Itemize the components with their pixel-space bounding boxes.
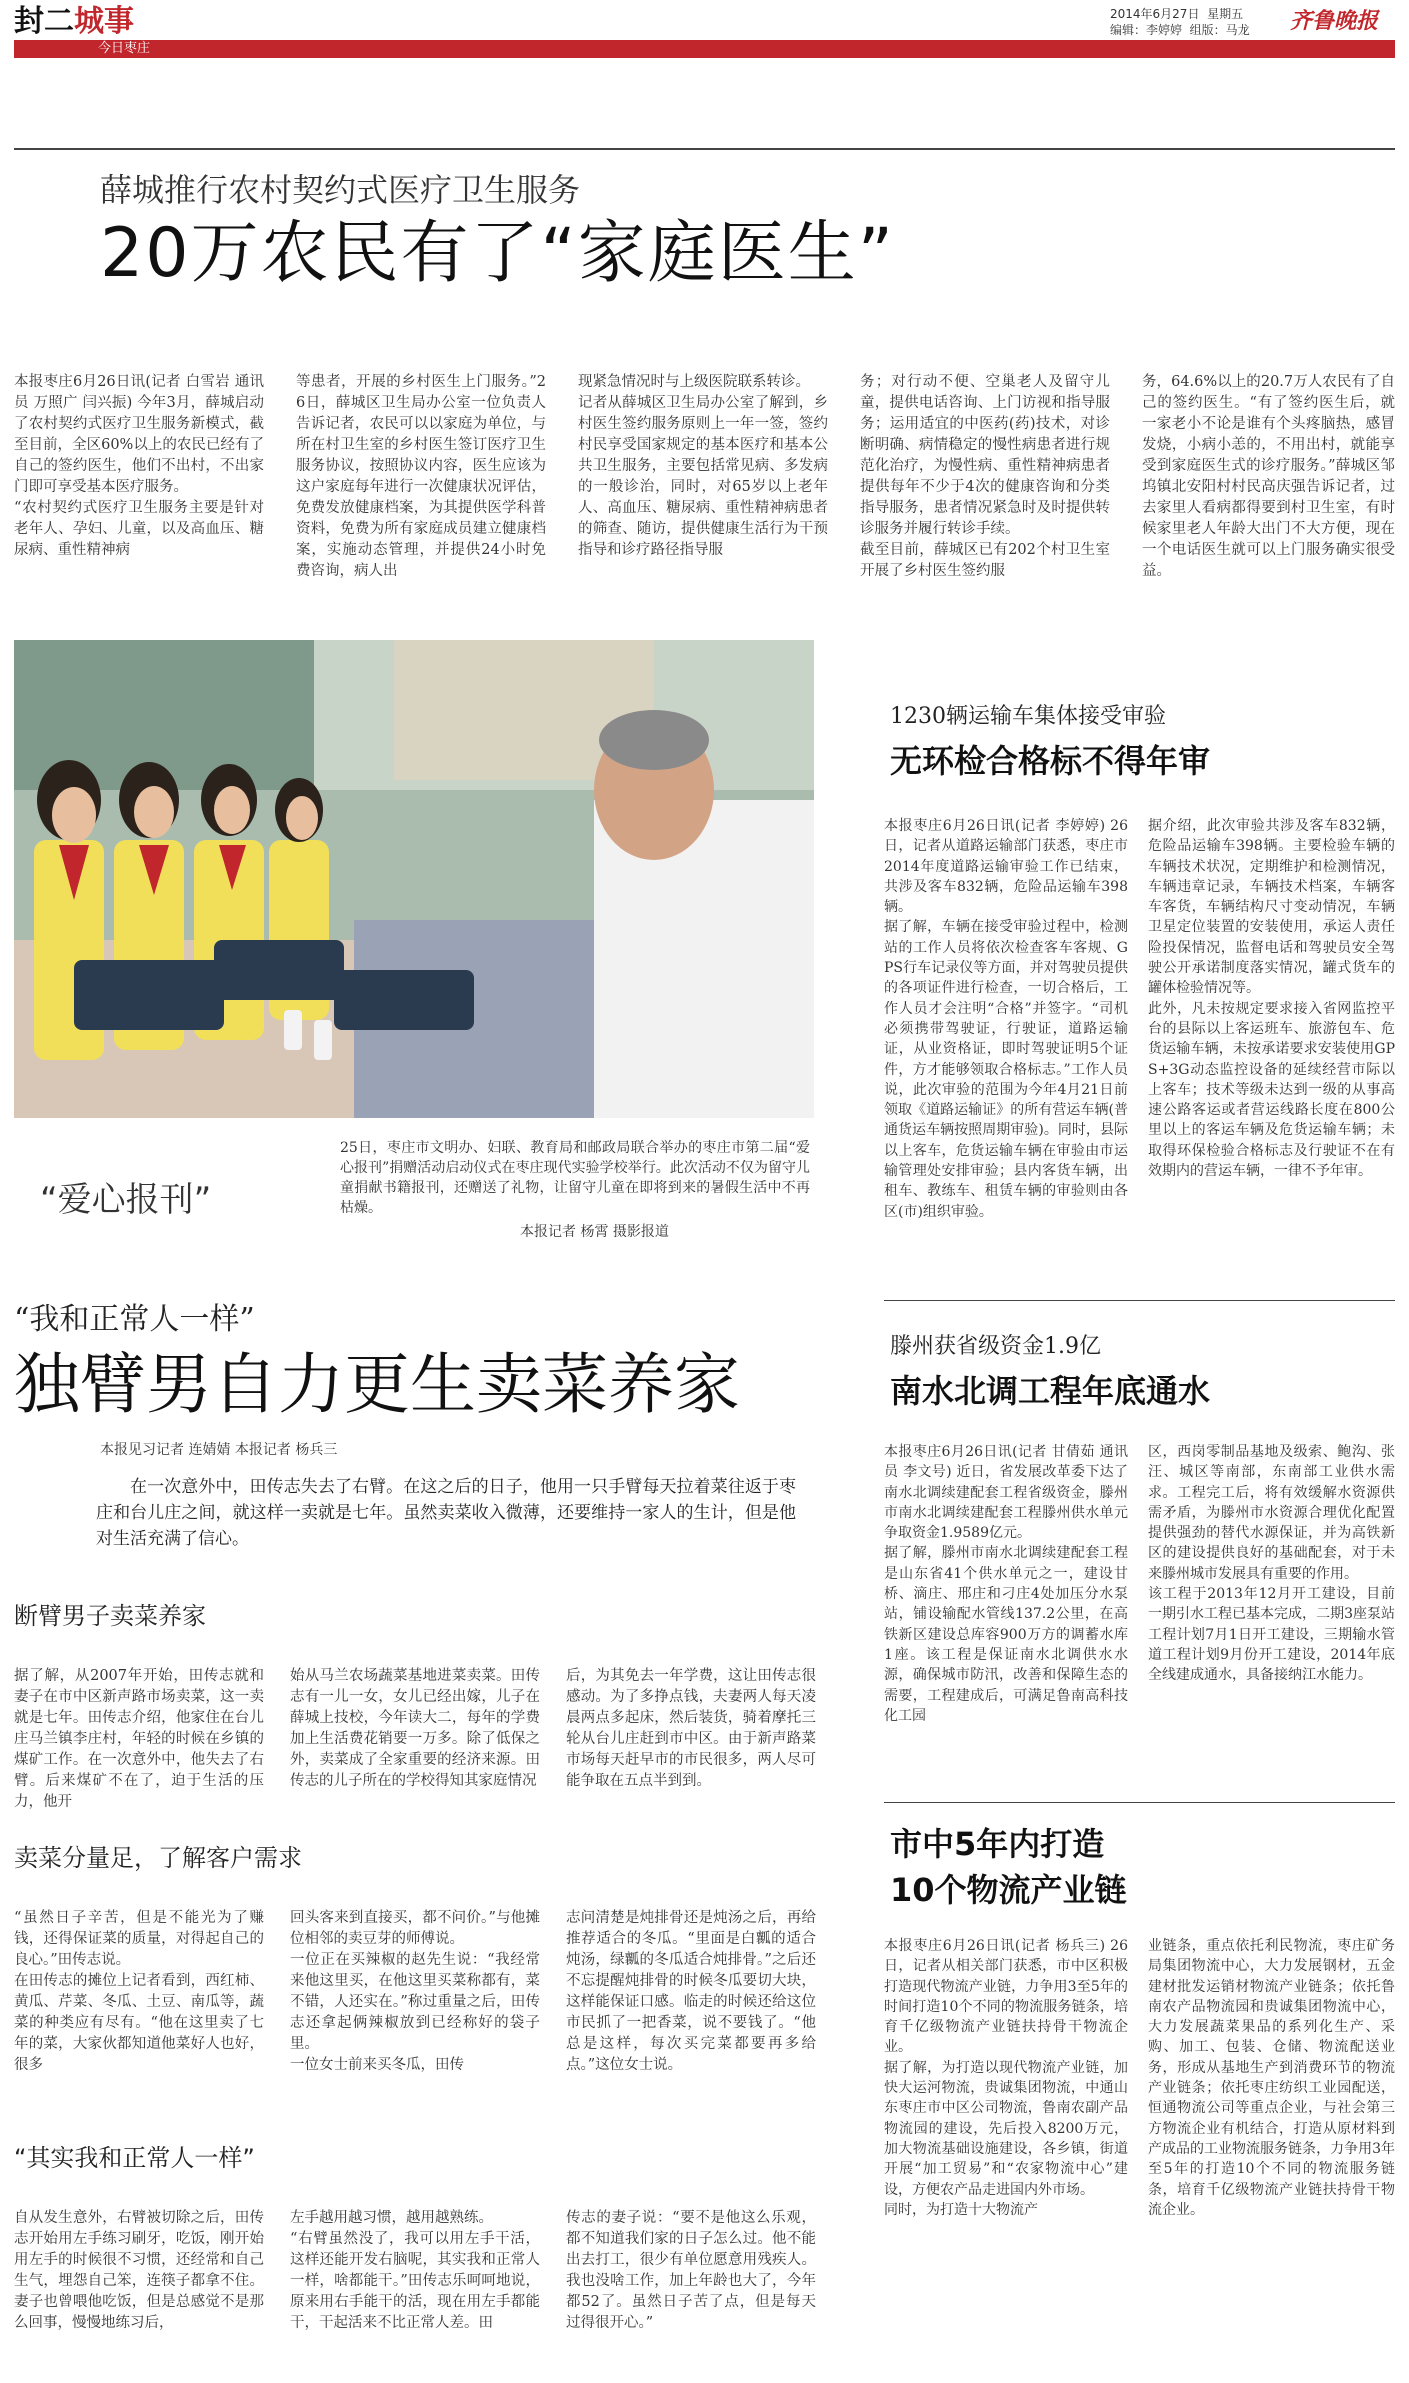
editor: 编辑：李婷婷 [1110,23,1183,37]
layout-editor: 组版：马龙 [1189,23,1250,37]
art1-col-2: 等患者，开展的乡村医生上门服务。”26日，薛城区卫生局办公室一位负责人告诉记者，农民可以以家庭为单位，与所在村卫生室的乡村医生签订医疗卫生服务协议，按照协议内容，医生应该为这户家庭每年进行一次健康状况评估，免费发放健康档案，为其提供医学科普资料，免费为所有家庭成员建立健康档案，实施动态管理，并提供24小时免费咨询，病人出 [296,374,546,579]
art1-col-1: 本报枣庄6月26日讯(记者 白雪岩 通讯员 万照广 闫兴振) 今年3月，薛城启动了农村契约式医疗卫生服务新模式，截至目前，全区60%以上的农民已经有了自己的签约医生，他们不出村，不出家门即可享受基本医疗服务。 “农村契约式医疗卫生服务主要是针对老年人、孕妇、儿童，以及高血压、糖尿病、重性精神病 [14,374,264,558]
photo-credit: 本报记者 杨霄 摄影报道 [520,1224,669,1240]
art2-kicker: 1230辆运输车集体接受审验 [890,704,1166,729]
art3-sub1-col-1: 据了解，从2007年开始，田传志就和妻子在市中区新声路市场卖菜，这一卖就是七年。田传志介绍，他家住在台儿庄马兰镇李庄村，年轻的时候在乡镇的煤矿工作。在一次意外中，他失去了右臂。后来煤矿不在了，迫于生活的压力，他开 [14,1668,264,1810]
page-header [0,0,1409,60]
divider [14,148,1395,150]
newspaper-logo: 齐鲁晚报 [1290,8,1379,34]
art3-subhead-1: 断臂男子卖菜养家 [14,1602,206,1630]
divider [884,1300,1395,1301]
art3-kicker: “我和正常人一样” [14,1302,255,1337]
art5-headline-1: 市中5年内打造 [890,1825,1105,1863]
art5-col-1: 本报枣庄6月26日讯(记者 杨兵三) 26日，记者从相关部门获悉，市中区积极打造现代物流产业链，力争用3至5年的时间打造10个不同的物流服务链条，培育千亿级物流产业链扶持骨干物流企业。 据了解，为打造以现代物流产业链，加快大运河物流，贵诚集团物流，中通山东枣庄市中区公司物流，鲁南农副产品物流园的建设，先后投入8200万元，加大物流基础设施建设，各乡镇，街道开展“加工贸易”和“农家物流中心”建设，方便农产品走进国内外市场。 同时，为打造十大物流产 [884,1938,1128,2218]
art1-col-3: 现紧急情况时与上级医院联系转诊。 记者从薛城区卫生局办公室了解到，乡村医生签约服务原则上一年一签，签约村民享受国家规定的基本医疗和基本公共卫生服务，主要包括常见病、多发病的一般诊治，同时，对65岁以上老年人、高血压、糖尿病、重性精神病患者的筛查、随访，提供健康生活行为干预指导和诊疗路径指导服 [578,374,828,558]
art3-sub3-col-2: 左手越用越习惯，越用越熟练。 “右臂虽然没了，我可以用左手干活，这样还能开发右脑呢，其实我和正常人一样，啥都能干。”田传志乐呵呵地说，原来用右手能干的活，现在用左手都能干，干起活来不比正常人差。田 [290,2210,540,2331]
art1-col-4: 务；对行动不便、空巢老人及留守儿童，提供电话咨询、上门访视和指导服务；运用适宜的中医药(药)技术，对诊断明确、病情稳定的慢性病患者进行规范化治疗，为慢性病、重性精神病患者提供每年不少于4次的健康咨询和分类指导服务，患者情况紧急时及时提供转诊服务并履行转诊手续。 截至目前，薛城区已有202个村卫生室开展了乡村医生签约服 [860,374,1110,579]
art3-sub1-col-3: 后，为其免去一年学费，这让田传志很感动。为了多挣点钱，夫妻两人每天凌晨两点多起床，然后装货，骑着摩托三轮从台儿庄赶到市中区。由于新声路菜市场每天赶早市的市民很多，两人尽可能争取在五点半到到。 [566,1668,816,1789]
art5-headline-2: 10个物流产业链 [890,1871,1127,1909]
art3-headline: 独臂男自力更生卖菜养家 [14,1346,740,1423]
art5-col-2: 业链条，重点依托利民物流，枣庄矿务局集团物流中心，大力发展钢材，五金建材批发运销材物流产业链条；依托鲁南农产品物流园和贵诚集团物流中心，大力发展蔬菜果品的系列化生产、采购、加工、包装、仓储、物流配送业务，形成从基地生产到消费环节的物流产业链条；依托枣庄纺织工业园配送，恒通物流公司等重点企业，与社会第三方物流企业有机结合，打造从原材料到产成品的工业物流服务链条，力争用3年至5年的打造10个不同的物流服务链条，培育千亿级物流产业链扶持骨干物流企业。 [1148,1938,1395,2218]
photo-title: “爱心报刊” [40,1180,212,1220]
section-label [14,4,134,40]
issue-date: 2014年6月27日 [1110,7,1200,21]
art1-headline: 20万农民有了“家庭医生” [100,214,895,293]
news-photo [14,640,814,1118]
photo-scene [14,640,814,1118]
section-number: 封二 [14,4,74,39]
art3-sub2-col-2: 回头客来到直接买，都不问价。”与他摊位相邻的卖豆芽的师傅说。 一位正在买辣椒的赵先生说：“我经常来他这里买，在他这里买菜称都有，菜不错，人还实在。”称过重量之后，田传志还拿起俩辣椒放到已经称好的袋子里。 一位女士前来买冬瓜，田传 [290,1910,540,2073]
subsection-bar: 今日枣庄 [14,40,1395,58]
art4-kicker: 滕州获省级资金1.9亿 [890,1334,1101,1359]
art3-sub1-col-2: 始从马兰农场蔬菜基地进菜卖菜。田传志有一儿一女，女儿已经出嫁，儿子在薛城上技校，今年读大二，每年的学费加上生活费花销要一万多。除了低保之外，卖菜成了全家重要的经济来源。田传志的儿子所在的学校得知其家庭情况 [290,1668,540,1789]
art3-sub3-col-1: 自从发生意外，右臂被切除之后，田传志开始用左手练习刷牙，吃饭，刚开始用左手的时候很不习惯，还经常和自己生气，埋怨自己笨，连筷子都拿不住。妻子也曾喂他吃饭，但是总感觉不是那么回事，慢慢地练习后， [14,2210,264,2331]
art4-headline: 南水北调工程年底通水 [890,1372,1211,1410]
divider [884,1802,1395,1803]
art3-sub2-col-3: 志问清楚是炖排骨还是炖汤之后，再给推荐适合的冬瓜。“里面是白瓤的适合炖汤，绿瓤的冬瓜适合炖排骨。”之后还不忘提醒炖排骨的时候冬瓜要切大块，这样能保证口感。临走的时候还给这位市民抓了一把香菜，说不要钱了。“他总是这样，每次买完菜都要再多给点。”这位女士说。 [566,1910,816,2073]
art2-col-2: 据介绍，此次审验共涉及客车832辆，危险品运输车398辆。主要检验车辆的车辆技术状况，定期维护和检测情况，车辆违章记录，车辆技术档案，车辆客车客货，车辆结构尺寸变动情况，车辆卫星定位装置的安装使用，承运人责任险投保情况，监督电话和驾驶员安全驾驶公开承诺制度落实情况，罐式货车的罐体检验情况等。 此外，凡未按规定要求接入省网监控平台的县际以上客运班车、旅游包车、危货运输车辆，未按承诺要求安装使用GPS+3G动态监控设备的延续经营市际以上客车；技术等级未达到一级的从事高速公路客运或者营运线路长度在800公里以上的客运车辆及危货运输车辆；未取得环保检验合格标志及行驶证不在有效期内的营运车辆，一律不予年审。 [1148,818,1395,1180]
art4-col-1: 本报枣庄6月26日讯(记者 甘倩茹 通讯员 李文号) 近日，省发展改革委下达了南水北调续建配套工程省级资金，滕州市南水北调续建配套工程滕州供水单元争取资金1.9589亿元。 据了解，滕州市南水北调续建配套工程是山东省41个供水单元之一，建设甘桥、滴庄、邢庄和刁庄4处加压分水泵站，铺设输配水管线137.2公里，在高铁新区建设总库容900万方的调蓄水库1座。该工程是保证南水北调供水水源，确保城市防汛，改善和保障生态的需要，工程建成后，可满足鲁南高科技化工园 [884,1444,1128,1724]
art1-col-5: 务，64.6%以上的20.7万人农民有了自己的签约医生。“有了签约医生后，就一家老小不论是谁有个头疼脑热，感冒发烧，小病小恙的，不用出村，就能享受到家庭医生式的诊疗服务。”薛城区邹坞镇北安阳村村民高庆强告诉记者，过去家里人看病都得要到村卫生室，有时候家里老人年龄大出门不大方便，现在一个电话医生就可以上门服务确实很受益。 [1142,374,1395,579]
art3-sub2-col-1: “虽然日子辛苦，但是不能光为了赚钱，还得保证菜的质量，对得起自己的良心。”田传志说。 在田传志的摊位上记者看到，西红柿、黄瓜、芹菜、冬瓜、土豆、南瓜等，蔬菜的种类应有尽有。“他在这里卖了七年的菜，大家伙都知道他菜好人也好，很多 [14,1910,264,2073]
art4-col-2: 区，西岗零制品基地及级索、鲍沟、张汪、城区等南部，东南部工业供水需求。工程完工后，将有效缓解水资源供需矛盾，为滕州市水资源合理优化配置提供强劲的替代水源保证，并为高铁新区的建设提供良好的基础配套，对于未来滕州城市发展具有重要的作用。 该工程于2013年12月开工建设，目前一期引水工程已基本完成，二期3座泵站工程计划7月1日开工建设，三期输水管道工程计划9月份开工建设，2014年底全线建成通水，具备接纳江水能力。 [1148,1444,1395,1684]
art3-lead: 在一次意外中，田传志失去了右臂。在这之后的日子，他用一只手臂每天拉着菜往返于枣庄和台儿庄之间，就这样一卖就是七年。虽然卖菜收入微薄，还要维持一家人的生计，但是他对生活充满了信心。 [96,1477,796,1549]
art2-headline: 无环检合格标不得年审 [890,742,1211,780]
section-name: 城事 [74,4,134,39]
art3-sub3-col-3: 传志的妻子说：“要不是他这么乐观，都不知道我们家的日子怎么过。他不能出去打工，很少有单位愿意用残疾人。我也没啥工作，加上年龄也大了，今年都52了。虽然日子苦了点，但是每天过得很开心。” [566,2210,816,2331]
photo-caption: 25日，枣庄市文明办、妇联、教育局和邮政局联合举办的枣庄市第二届“爱心报刊”捐赠活动启动仪式在枣庄现代实验学校举行。此次活动不仅为留守儿童捐献书籍报刊，还赠送了礼物，让留守儿童在即将到来的暑假生活中不再枯燥。 [340,1140,810,1216]
art3-subhead-2: 卖菜分量足，了解客户需求 [14,1844,302,1872]
art1-kicker: 薛城推行农村契约式医疗卫生服务 [100,171,581,209]
weekday: 星期五 [1207,7,1244,21]
art3-subhead-3: “其实我和正常人一样” [14,2144,255,2172]
art3-byline: 本报见习记者 连婧婧 本报记者 杨兵三 [100,1442,338,1458]
art2-col-1: 本报枣庄6月26日讯(记者 李婷婷) 26日，记者从道路运输部门获悉，枣庄市2014年度道路运输审验工作已结束，共涉及客车832辆，危险品运输车398辆。 据了解，车辆在接受审验过程中，检测站的工作人员将依次检查客车客规、GPS行车记录仪等方面，并对驾驶员提供的各项证件进行检查，一切合格后，工作人员才会注明“合格”并签字。“司机必须携带驾驶证，行驶证，道路运输证，从业资格证，即时驾驶证明5个证件，方才能够领取合格标志。”工作人员说，此次审验的范围为今年4月21日前领取《道路运输证》的所有营运车辆(普通货运车辆按照周期审验)。同时，县际以上客车，危货运输车辆在审验由市运输管理处安排审验；县内客货车辆，出租车、教练车、租赁车辆的审验则由各区(市)组织审验。 [884,818,1128,1220]
